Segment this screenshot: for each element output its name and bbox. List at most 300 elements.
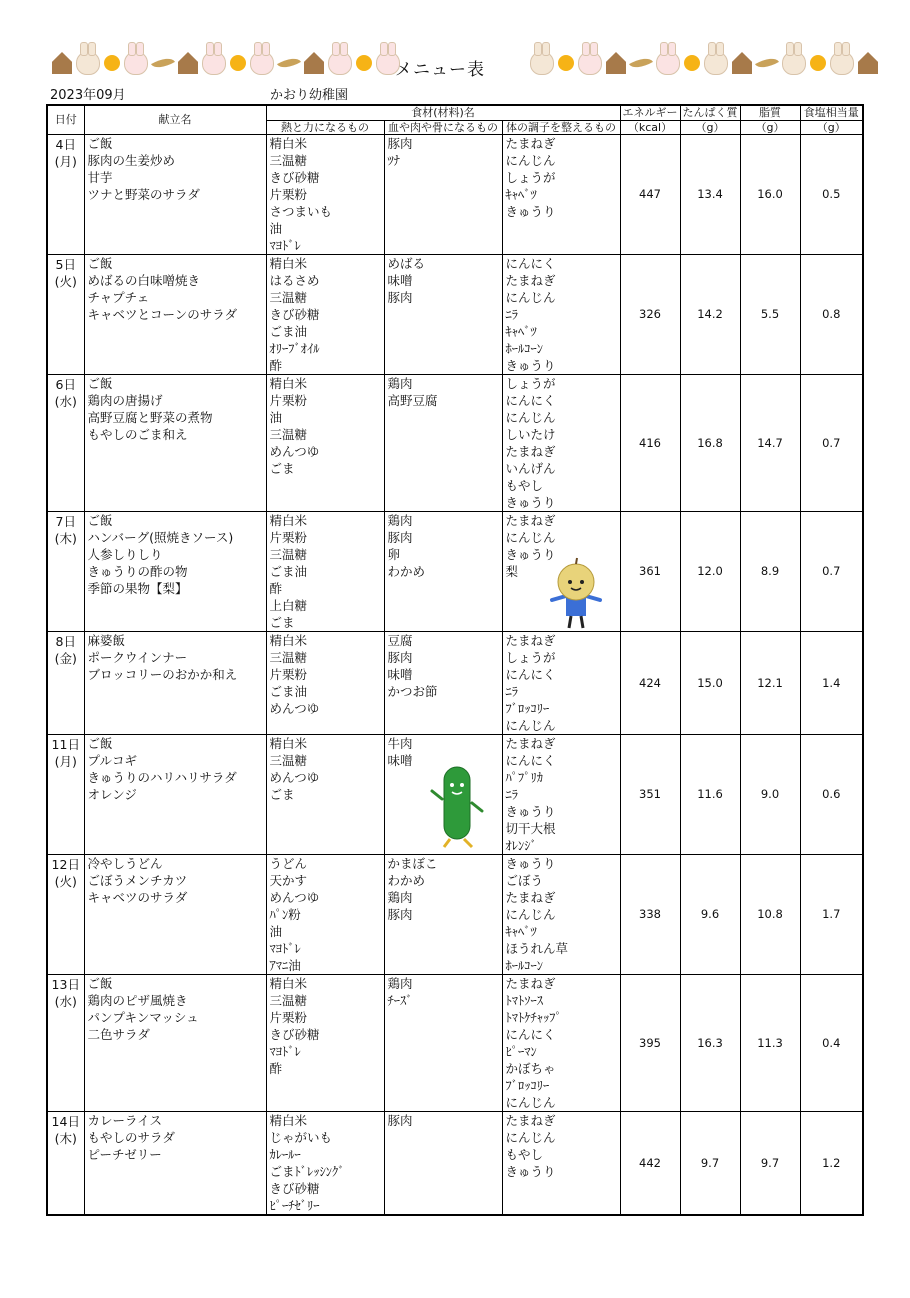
menu-cell-item: ご飯	[87, 255, 113, 271]
col-menu: 献立名	[84, 105, 266, 134]
regulate-food-cell-item: にんにく	[505, 752, 556, 768]
regulate-food-cell-item: ﾎｰﾙｺｰﾝ	[505, 957, 544, 973]
regulate-food-cell-item: にんじん	[505, 409, 556, 425]
body-food-cell	[384, 974, 502, 1111]
protein-value: 16.8	[680, 374, 740, 511]
energy-food-cell-item: ｶﾚｰﾙｰ	[269, 1146, 301, 1162]
menu-cell-item: めばるの白味噌焼き	[87, 272, 201, 288]
energy-food-cell-item: 精白米	[269, 255, 308, 271]
protein-value: 9.6	[680, 854, 740, 974]
regulate-food-cell-item: にんじん	[505, 289, 556, 305]
col-energy-food: 熱と力になるもの	[266, 120, 384, 134]
day-cell	[47, 511, 84, 631]
energy-food-cell-item: きび砂糖	[269, 1180, 320, 1196]
body-food-cell	[384, 511, 502, 631]
regulate-food-cell-item: ﾎｰﾙｺｰﾝ	[505, 340, 544, 356]
regulate-food-cell-item: にんにく	[505, 666, 556, 682]
fat-value: 9.7	[740, 1111, 800, 1215]
energy-food-cell-item: ごま油	[269, 323, 308, 339]
body-food-cell-item: 高野豆腐	[387, 392, 438, 408]
regulate-food-cell-item: たまねぎ	[505, 632, 556, 648]
leaf-icon	[151, 53, 175, 73]
regulate-food-cell-item: たまねぎ	[505, 735, 556, 751]
hut-icon	[732, 52, 752, 74]
regulate-food-cell	[502, 1111, 620, 1215]
body-food-cell-item: 豚肉	[387, 906, 413, 922]
energy-food-cell-item: ごま	[269, 460, 295, 476]
regulate-food-cell-item: いんげん	[505, 460, 556, 476]
energy-food-cell	[266, 854, 384, 974]
regulate-food-cell-item: たまねぎ	[505, 443, 556, 459]
body-food-cell	[384, 854, 502, 974]
energy-food-cell-item: きび砂糖	[269, 169, 320, 185]
salt-value: 1.4	[800, 631, 863, 734]
body-food-cell	[384, 734, 502, 854]
regulate-food-cell-item: きゅうり	[505, 803, 556, 819]
sun-icon	[230, 55, 246, 71]
regulate-food-cell-item: もやし	[505, 477, 544, 493]
fat-value: 8.9	[740, 511, 800, 631]
energy-food-cell	[266, 254, 384, 374]
col-salt-unit: （g）	[800, 120, 863, 134]
energy-food-cell-item: 片栗粉	[269, 1009, 308, 1025]
bunny-icon	[578, 51, 602, 75]
menu-row	[47, 734, 863, 854]
salt-value: 0.4	[800, 974, 863, 1111]
energy-value: 442	[620, 1111, 680, 1215]
energy-food-cell-item: ごま	[269, 614, 295, 630]
school-name: かおり幼稚園	[270, 88, 349, 103]
regulate-food-cell-item: ﾌﾞﾛｯｺﾘｰ	[505, 1077, 550, 1093]
fat-value: 12.1	[740, 631, 800, 734]
energy-food-cell-item: 三温糖	[269, 546, 308, 562]
body-food-cell-item: ﾂﾅ	[387, 152, 401, 168]
protein-value: 15.0	[680, 631, 740, 734]
regulate-food-cell-item: きゅうり	[505, 546, 556, 562]
leaf-icon	[629, 53, 653, 73]
day-cell	[47, 254, 84, 374]
menu-cell-item: ポークウインナー	[87, 649, 188, 665]
energy-value: 395	[620, 974, 680, 1111]
energy-food-cell-item: ｵﾘｰﾌﾞｵｲﾙ	[269, 340, 320, 356]
menu-cell-item: ツナと野菜のサラダ	[87, 186, 200, 202]
regulate-food-cell-item: ｷｬﾍﾞﾂ	[505, 323, 537, 339]
energy-food-cell-item: ﾋﾟｰﾁｾﾞﾘｰ	[269, 1197, 320, 1213]
day-cell	[47, 974, 84, 1111]
energy-food-cell-item: 酢	[269, 1060, 283, 1076]
regulate-food-cell-item: ﾄﾏﾄｹﾁｬｯﾌﾟ	[505, 1009, 562, 1025]
day-label: 14日	[51, 1113, 80, 1129]
regulate-food-cell-item: たまねぎ	[505, 975, 556, 991]
energy-food-cell	[266, 1111, 384, 1215]
energy-food-cell-item: きび砂糖	[269, 306, 320, 322]
energy-food-cell-item: 天かす	[269, 872, 308, 888]
energy-food-cell-item: めんつゆ	[269, 889, 320, 905]
regulate-food-cell-item: かぼちゃ	[505, 1060, 556, 1076]
col-salt: 食塩相当量	[800, 105, 863, 120]
energy-food-cell-item: うどん	[269, 855, 308, 871]
body-food-cell-item: ﾁｰｽﾞ	[387, 992, 413, 1008]
body-food-cell-item: 豚肉	[387, 529, 413, 545]
menu-cell-item: ごぼうメンチカツ	[87, 872, 188, 888]
body-food-cell-item: 牛肉	[387, 735, 413, 751]
day-label: 4日	[55, 136, 76, 152]
regulate-food-cell-item: にんじん	[505, 529, 556, 545]
energy-food-cell-item: 酢	[269, 357, 283, 373]
bunny-icon	[656, 51, 680, 75]
menu-cell-item: ご飯	[87, 135, 113, 151]
regulate-food-cell	[502, 974, 620, 1111]
regulate-food-cell-item: たまねぎ	[505, 1112, 556, 1128]
menu-cell-item: 鶏肉のピザ風焼き	[87, 992, 188, 1008]
menu-row	[47, 1111, 863, 1215]
menu-cell	[84, 134, 266, 254]
regulate-food-cell	[502, 511, 620, 631]
body-food-cell-item: 味噌	[387, 272, 413, 288]
menu-cell-item: ピーチゼリー	[87, 1146, 162, 1162]
body-food-cell-item: 豆腐	[387, 632, 413, 648]
menu-cell-item: ご飯	[87, 512, 113, 528]
regulate-food-cell-item: ﾄﾏﾄｿｰｽ	[505, 992, 544, 1008]
regulate-food-cell-item: にんじん	[505, 152, 556, 168]
regulate-food-cell-item: ﾆﾗ	[505, 786, 519, 802]
sun-icon	[104, 55, 120, 71]
body-food-cell-item: めばる	[387, 255, 426, 271]
energy-value: 351	[620, 734, 680, 854]
bunny-icon	[328, 51, 352, 75]
menu-cell-item: パンプキンマッシュ	[87, 1009, 199, 1025]
energy-value: 338	[620, 854, 680, 974]
col-fat: 脂質	[740, 105, 800, 120]
sun-icon	[684, 55, 700, 71]
energy-food-cell-item: ごまﾄﾞﾚｯｼﾝｸﾞ	[269, 1163, 345, 1179]
bunny-icon	[830, 51, 854, 75]
menu-rows	[47, 134, 863, 1215]
col-protein-unit: （g）	[680, 120, 740, 134]
menu-cell-item: 甘芋	[87, 169, 113, 185]
energy-food-cell-item: じゃがいも	[269, 1129, 333, 1145]
weekday-label: (水)	[54, 393, 77, 409]
col-date: 日付	[47, 105, 84, 134]
energy-food-cell-item: 油	[269, 923, 283, 939]
energy-value: 326	[620, 254, 680, 374]
salt-value: 1.2	[800, 1111, 863, 1215]
energy-food-cell-item: 三温糖	[269, 992, 308, 1008]
energy-food-cell-item: ごま油	[269, 563, 308, 579]
energy-food-cell-item: 油	[269, 220, 283, 236]
energy-food-cell-item: ｱﾏﾆ油	[269, 957, 301, 973]
bunny-icon	[250, 51, 274, 75]
regulate-food-cell-item: たまねぎ	[505, 272, 556, 288]
protein-value: 11.6	[680, 734, 740, 854]
cucumber-character-icon	[428, 763, 488, 849]
energy-food-cell-item: 酢	[269, 580, 283, 596]
menu-row	[47, 854, 863, 974]
energy-food-cell-item: めんつゆ	[269, 700, 320, 716]
day-label: 8日	[55, 633, 76, 649]
energy-food-cell-item: 精白米	[269, 975, 308, 991]
salt-value: 1.7	[800, 854, 863, 974]
body-food-cell	[384, 374, 502, 511]
salt-value: 0.7	[800, 511, 863, 631]
day-cell	[47, 734, 84, 854]
salt-value: 0.7	[800, 374, 863, 511]
weekday-label: (木)	[54, 1130, 77, 1146]
menu-cell	[84, 254, 266, 374]
day-label: 6日	[55, 376, 76, 392]
energy-food-cell-item: 三温糖	[269, 752, 308, 768]
menu-cell-item: もやしのサラダ	[87, 1129, 175, 1145]
energy-food-cell-item: きび砂糖	[269, 1026, 320, 1042]
energy-food-cell-item: 精白米	[269, 632, 308, 648]
menu-cell-item: 二色サラダ	[87, 1026, 150, 1042]
energy-food-cell-item: 片栗粉	[269, 666, 308, 682]
energy-value: 447	[620, 134, 680, 254]
hut-icon	[304, 52, 324, 74]
regulate-food-cell-item: きゅうり	[505, 203, 556, 219]
weekday-label: (火)	[54, 273, 77, 289]
regulate-food-cell-item: しいたけ	[505, 426, 556, 442]
menu-cell-item: ブロッコリーのおかか和え	[87, 666, 238, 682]
day-label: 13日	[51, 976, 80, 992]
body-food-cell-item: わかめ	[387, 872, 426, 888]
leaf-icon	[277, 53, 301, 73]
energy-food-cell-item: 三温糖	[269, 649, 308, 665]
bunny-icon	[704, 51, 728, 75]
bunny-icon	[76, 51, 100, 75]
weekday-label: (金)	[54, 650, 77, 666]
energy-food-cell-item: 精白米	[269, 735, 308, 751]
energy-food-cell	[266, 974, 384, 1111]
col-ingredients: 食材(材料)名	[266, 105, 620, 120]
body-food-cell	[384, 134, 502, 254]
day-cell	[47, 374, 84, 511]
weekday-label: (月)	[54, 753, 77, 769]
menu-row	[47, 134, 863, 254]
regulate-food-cell-item: ﾌﾞﾛｯｺﾘｰ	[505, 700, 550, 716]
weekday-label: (木)	[54, 530, 77, 546]
menu-cell	[84, 511, 266, 631]
protein-value: 16.3	[680, 974, 740, 1111]
sun-icon	[356, 55, 372, 71]
regulate-food-cell-item: にんにく	[505, 255, 556, 271]
menu-cell	[84, 734, 266, 854]
menu-cell-item: キャベツとコーンのサラダ	[87, 306, 238, 322]
energy-food-cell-item: めんつゆ	[269, 443, 320, 459]
regulate-food-cell-item: ﾋﾟｰﾏﾝ	[505, 1043, 537, 1059]
salt-value: 0.6	[800, 734, 863, 854]
menu-cell-item: 人参しりしり	[87, 546, 163, 562]
regulate-food-cell-item: たまねぎ	[505, 135, 556, 151]
body-food-cell	[384, 254, 502, 374]
menu-cell-item: 麻婆飯	[87, 632, 126, 648]
protein-value: 13.4	[680, 134, 740, 254]
sun-icon	[810, 55, 826, 71]
menu-cell-item: きゅうりのハリハリサラダ	[87, 769, 237, 785]
energy-food-cell-item: ﾏﾖﾄﾞﾚ	[269, 940, 301, 956]
menu-cell-item: プルコギ	[87, 752, 138, 768]
energy-food-cell-item: 精白米	[269, 135, 308, 151]
leaf-icon	[755, 53, 779, 73]
energy-food-cell	[266, 511, 384, 631]
fat-value: 5.5	[740, 254, 800, 374]
body-food-cell	[384, 631, 502, 734]
regulate-food-cell	[502, 854, 620, 974]
regulate-food-cell-item: 切干大根	[505, 820, 556, 836]
energy-food-cell	[266, 734, 384, 854]
menu-cell-item: もやしのごま和え	[87, 426, 188, 442]
energy-value: 424	[620, 631, 680, 734]
energy-food-cell	[266, 134, 384, 254]
energy-food-cell-item: さつまいも	[269, 203, 333, 219]
menu-cell-item: ご飯	[87, 375, 113, 391]
energy-food-cell-item: 精白米	[269, 1112, 308, 1128]
day-label: 7日	[55, 513, 76, 529]
col-protein: たんぱく質	[680, 105, 740, 120]
regulate-food-cell-item: しょうが	[505, 169, 556, 185]
energy-food-cell-item: 片栗粉	[269, 392, 308, 408]
menu-cell	[84, 974, 266, 1111]
fat-value: 11.3	[740, 974, 800, 1111]
body-food-cell-item: 卵	[387, 546, 401, 562]
day-label: 12日	[51, 856, 80, 872]
body-food-cell-item: 味噌	[387, 752, 413, 768]
bunny-icon	[202, 51, 226, 75]
menu-row	[47, 974, 863, 1111]
energy-food-cell-item: 油	[269, 409, 283, 425]
energy-food-cell-item: 精白米	[269, 375, 308, 391]
protein-value: 12.0	[680, 511, 740, 631]
energy-food-cell-item: 三温糖	[269, 289, 308, 305]
menu-cell-item: 季節の果物【梨】	[87, 580, 188, 596]
menu-cell-item: 鶏肉の唐揚げ	[87, 392, 163, 408]
regulate-food-cell-item: ごぼう	[505, 872, 544, 888]
day-cell	[47, 854, 84, 974]
body-food-cell-item: 鶏肉	[387, 975, 413, 991]
regulate-food-cell-item: たまねぎ	[505, 889, 556, 905]
menu-cell-item: 高野豆腐と野菜の煮物	[87, 409, 213, 425]
fat-value: 10.8	[740, 854, 800, 974]
menu-cell	[84, 1111, 266, 1215]
body-food-cell-item: かまぼこ	[387, 855, 438, 871]
body-food-cell-item: わかめ	[387, 563, 426, 579]
regulate-food-cell-item: ﾊﾟﾌﾟﾘｶ	[505, 769, 544, 785]
weekday-label: (火)	[54, 873, 77, 889]
decor-left	[52, 48, 400, 78]
energy-food-cell-item: ごま油	[269, 683, 308, 699]
energy-food-cell-item: 三温糖	[269, 152, 308, 168]
energy-value: 416	[620, 374, 680, 511]
col-energy-unit: （kcal）	[620, 120, 680, 134]
menu-cell-item: ご飯	[87, 735, 113, 751]
regulate-food-cell-item: ｷｬﾍﾞﾂ	[505, 186, 537, 202]
regulate-food-cell-item: たまねぎ	[505, 512, 556, 528]
energy-food-cell-item: 片栗粉	[269, 186, 308, 202]
day-cell	[47, 134, 84, 254]
energy-food-cell-item: ﾏﾖﾄﾞﾚ	[269, 1043, 301, 1059]
hut-icon	[606, 52, 626, 74]
body-food-cell-item: 豚肉	[387, 289, 413, 305]
regulate-food-cell-item: にんじん	[505, 906, 556, 922]
regulate-food-cell-item: もやし	[505, 1146, 544, 1162]
energy-value: 361	[620, 511, 680, 631]
day-label: 5日	[55, 256, 76, 272]
energy-food-cell	[266, 374, 384, 511]
salt-value: 0.8	[800, 254, 863, 374]
regulate-food-cell-item: ﾆﾗ	[505, 683, 519, 699]
regulate-food-cell-item: きゅうり	[505, 1163, 556, 1179]
menu-cell-item: カレーライス	[87, 1112, 163, 1128]
energy-food-cell-item: めんつゆ	[269, 769, 320, 785]
regulate-food-cell-item: きゅうり	[505, 494, 556, 510]
col-energy: エネルギー	[620, 105, 680, 120]
energy-food-cell-item: 上白糖	[269, 597, 308, 613]
regulate-food-cell-item: しょうが	[505, 375, 556, 391]
regulate-food-cell-item: にんにく	[505, 1026, 556, 1042]
regulate-food-cell-item: ｷｬﾍﾞﾂ	[505, 923, 537, 939]
day-cell	[47, 631, 84, 734]
col-regulate-food: 体の調子を整えるもの	[502, 120, 620, 134]
menu-cell-item: チャプチェ	[87, 289, 150, 305]
hut-icon	[178, 52, 198, 74]
energy-food-cell-item: 片栗粉	[269, 529, 308, 545]
menu-row	[47, 254, 863, 374]
menu-cell-item: オレンジ	[87, 786, 137, 802]
menu-cell-item: 冷やしうどん	[87, 855, 163, 871]
col-body-food: 血や肉や骨になるもの	[384, 120, 502, 134]
bunny-icon	[124, 51, 148, 75]
regulate-food-cell-item: ﾆﾗ	[505, 306, 519, 322]
regulate-food-cell-item: にんじん	[505, 1094, 556, 1110]
decor-right	[530, 48, 878, 78]
body-food-cell-item: 鶏肉	[387, 512, 413, 528]
body-food-cell-item: かつお節	[387, 683, 438, 699]
regulate-food-cell	[502, 631, 620, 734]
body-food-cell-item: 鶏肉	[387, 889, 413, 905]
menu-cell-item: 豚肉の生姜炒め	[87, 152, 176, 168]
menu-row	[47, 631, 863, 734]
body-food-cell-item: 鶏肉	[387, 375, 413, 391]
bunny-icon	[782, 51, 806, 75]
regulate-food-cell	[502, 734, 620, 854]
salt-value: 0.5	[800, 134, 863, 254]
fat-value: 16.0	[740, 134, 800, 254]
page-title: メニュー表	[395, 60, 485, 80]
regulate-food-cell	[502, 254, 620, 374]
regulate-food-cell-item: にんにく	[505, 392, 556, 408]
regulate-food-cell	[502, 134, 620, 254]
energy-food-cell-item: ﾏﾖﾄﾞﾚ	[269, 237, 301, 253]
menu-cell-item: キャベツのサラダ	[87, 889, 188, 905]
energy-food-cell-item: 精白米	[269, 512, 308, 528]
energy-food-cell-item: ﾊﾟﾝ粉	[269, 906, 301, 922]
regulate-food-cell-item: きゅうり	[505, 357, 556, 373]
regulate-food-cell-item: ｵﾚﾝｼﾞ	[505, 837, 537, 853]
bunny-icon	[530, 51, 554, 75]
hut-icon	[52, 52, 72, 74]
regulate-food-cell-item: きゅうり	[505, 855, 556, 871]
menu-cell-item: ご飯	[87, 975, 113, 991]
menu-cell-item: きゅうりの酢の物	[87, 563, 188, 579]
day-cell	[47, 1111, 84, 1215]
body-food-cell	[384, 1111, 502, 1215]
fat-value: 9.0	[740, 734, 800, 854]
weekday-label: (水)	[54, 993, 77, 1009]
sun-icon	[558, 55, 574, 71]
body-food-cell-item: 豚肉	[387, 1112, 413, 1128]
regulate-food-cell	[502, 374, 620, 511]
menu-row	[47, 511, 863, 631]
